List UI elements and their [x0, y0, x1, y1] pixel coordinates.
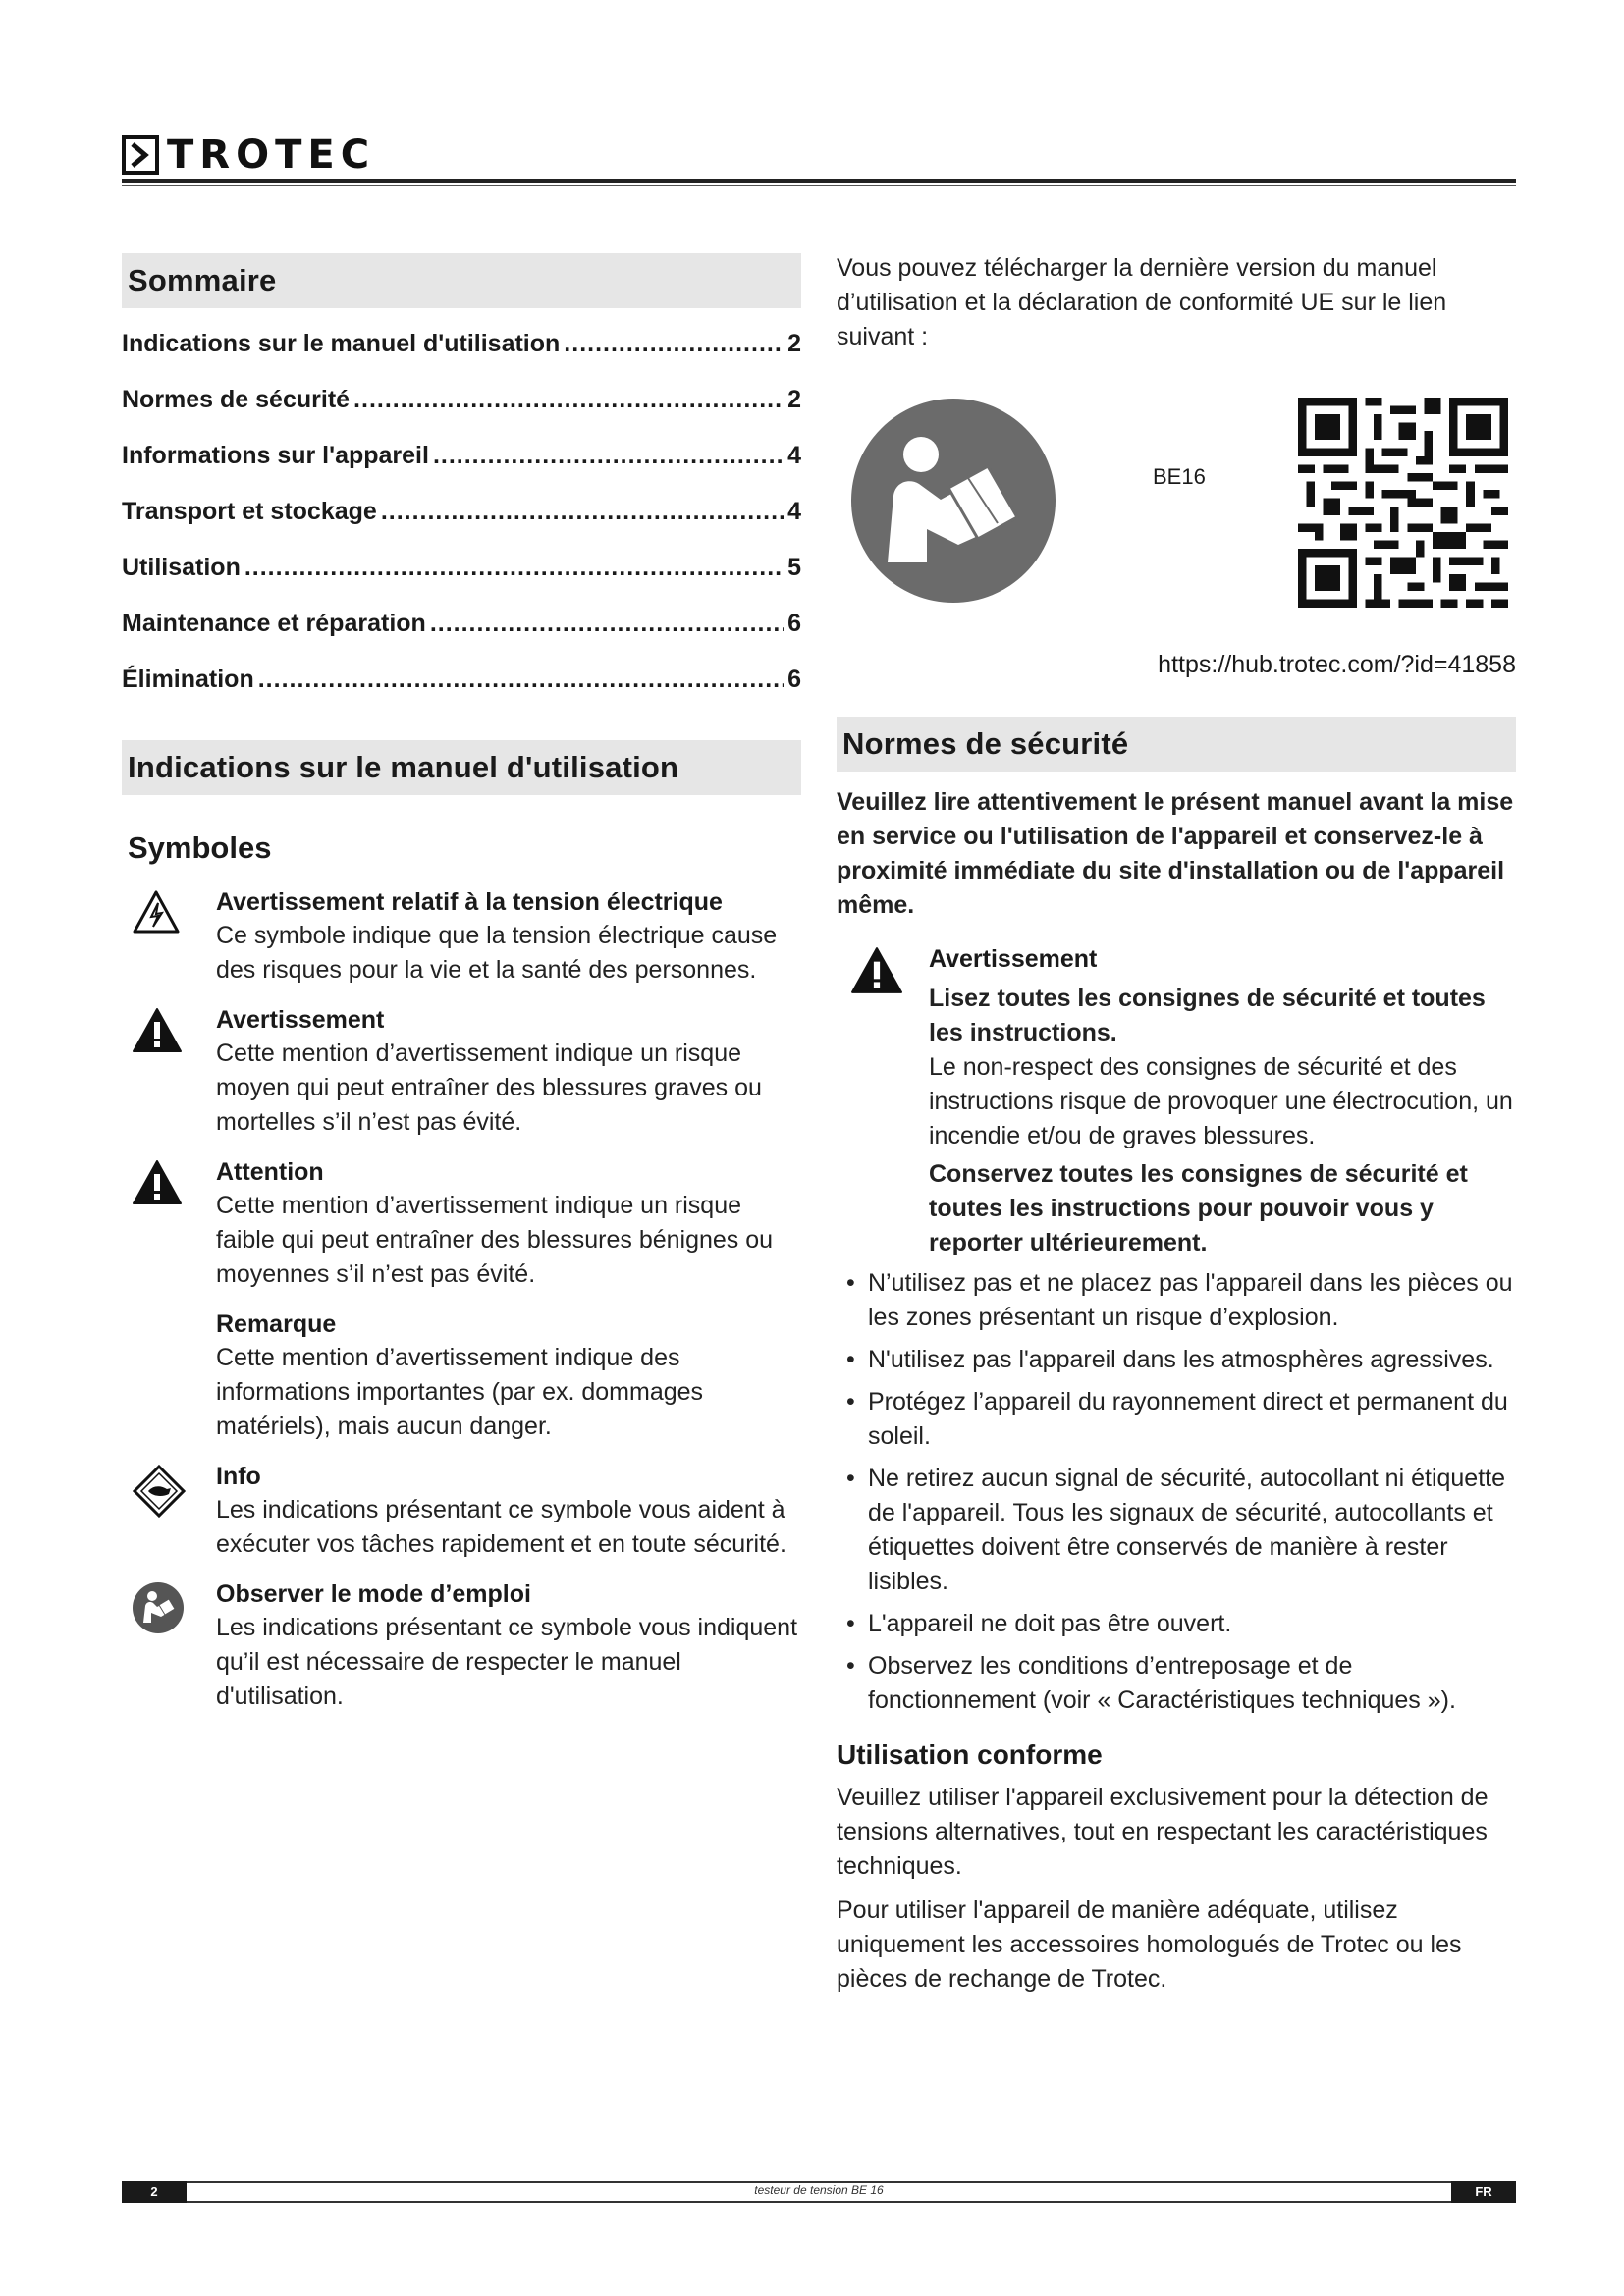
toc-item-label: Informations sur l'appareil	[122, 442, 429, 469]
toc-item-page: 2	[787, 386, 801, 413]
download-block	[837, 376, 1516, 641]
warning-icon	[837, 942, 929, 1260]
symbol-title: Remarque	[216, 1310, 337, 1338]
safety-warning-block	[837, 942, 1516, 1260]
electric-warning-icon	[122, 885, 216, 988]
toc-item[interactable]	[122, 442, 801, 477]
symbol-title: Observer le mode d’emploi	[216, 1580, 531, 1608]
toc-item-page: 2	[787, 330, 801, 357]
symbol-title: Avertissement	[216, 1006, 385, 1034]
toc-item-label: Normes de sécurité	[122, 386, 351, 413]
toc-item[interactable]	[122, 498, 801, 533]
toc-item[interactable]	[122, 386, 801, 421]
toc-title: Sommaire	[122, 253, 801, 308]
toc-leader	[433, 442, 784, 470]
intended-use-p1: Veuillez utiliser l'appareil exclusivement pour la détection de tensions alternatives, tout en respectant les caractéristiques techniques.	[837, 1784, 1489, 1880]
toc-leader	[353, 386, 784, 414]
symbol-text: Les indications présentant ce symbole vous indiquent qu’il est nécessaire de respecter le manuel d'utilisation.	[216, 1614, 798, 1710]
toc-item-page: 4	[787, 498, 801, 525]
toc-leader	[381, 498, 784, 526]
warning-bold-2: Conservez toutes les consignes de sécurité et toutes les instructions pour pouvoir vous y reporter ultérieurement.	[929, 1160, 1468, 1256]
toc-leader	[564, 330, 784, 358]
read-manual-icon	[850, 398, 1056, 609]
toc-item-label: Transport et stockage	[122, 498, 377, 525]
download-text: Vous pouvez télécharger la dernière version du manuel d’utilisation et la déclaration de conformité UE sur le lien suivant :	[837, 254, 1447, 350]
toc-item-label: Indications sur le manuel d'utilisation	[122, 330, 561, 357]
warning-icon	[122, 1003, 216, 1140]
symbol-item	[122, 1155, 801, 1292]
left-column	[122, 253, 801, 1730]
list-item: • N'utilisez pas l'appareil dans les atmosphères agressives.	[837, 1343, 1516, 1377]
language-badge: FR	[1451, 2181, 1516, 2203]
brand-logo	[122, 133, 375, 177]
footer-title: testeur de tension BE 16	[754, 2183, 884, 2197]
list-item: • N’utilisez pas et ne placez pas l'appareil dans les pièces ou les zones présentant un risque d’explosion.	[837, 1266, 1516, 1335]
read-manual-icon	[122, 1577, 216, 1714]
download-link[interactable]: https://hub.trotec.com/?id=41858	[1158, 651, 1516, 678]
symbol-text: Cette mention d’avertissement indique des informations importantes (par ex. dommages matériels), mais aucun danger.	[216, 1344, 704, 1440]
info-icon	[122, 1460, 216, 1562]
toc-leader	[244, 554, 784, 582]
header-divider-thin	[122, 185, 1516, 186]
warning-title: Avertissement	[929, 945, 1098, 973]
symbol-text: Cette mention d’avertissement indique un risque faible qui peut entraîner des blessures bénignes ou moyennes s’il n’est pas évité.	[216, 1192, 774, 1288]
toc-leader	[258, 666, 784, 694]
footer	[122, 2181, 1516, 2201]
symbol-item	[122, 1577, 801, 1714]
symbol-item	[122, 1308, 801, 1444]
toc-item-label: Utilisation	[122, 554, 241, 581]
symbol-text: Ce symbole indique que la tension électrique cause des risques pour la vie et la santé des personnes.	[216, 922, 778, 984]
intended-use-heading: Utilisation conforme	[837, 1739, 1103, 1770]
symbol-item	[122, 1460, 801, 1562]
manual-section-title: Indications sur le manuel d'utilisation	[122, 740, 801, 795]
safety-intro: Veuillez lire attentivement le présent manuel avant la mise en service ou l'utilisation de l'appareil et conservez-le à proximité immédiate du site d'installation ou de l'appareil même.	[837, 788, 1514, 919]
page-number: 2	[122, 2181, 187, 2203]
toc-item[interactable]	[122, 554, 801, 589]
list-item: • L'appareil ne doit pas être ouvert.	[837, 1607, 1516, 1641]
toc-item-label: Maintenance et réparation	[122, 610, 426, 637]
symbol-text: Cette mention d’avertissement indique un risque moyen qui peut entraîner des blessures graves ou mortelles s’il n’est pas évité.	[216, 1040, 762, 1136]
toc-item-page: 6	[787, 666, 801, 693]
symbol-text: Les indications présentant ce symbole vous aident à exécuter vos tâches rapidement et en toute sécurité.	[216, 1496, 786, 1558]
symbol-item	[122, 1003, 801, 1140]
model-label: BE16	[1153, 464, 1206, 489]
toc-item[interactable]	[122, 666, 801, 701]
symbol-item	[122, 885, 801, 988]
logo-chevron-icon	[122, 135, 159, 175]
caution-icon	[122, 1155, 216, 1292]
toc-item-page: 5	[787, 554, 801, 581]
toc-item-page: 4	[787, 442, 801, 469]
intended-use-p2: Pour utiliser l'appareil de manière adéquate, utilisez uniquement les accessoires homologués de Trotec ou les pièces de rechange de Trotec.	[837, 1896, 1462, 1993]
toc-leader	[430, 610, 784, 638]
safety-section-title: Normes de sécurité	[837, 717, 1516, 772]
header	[122, 128, 1516, 187]
symbol-title: Attention	[216, 1158, 324, 1186]
list-item: • Observez les conditions d’entreposage et de fonctionnement (voir « Caractéristiques techniques »).	[837, 1649, 1516, 1718]
symbols-heading: Symboles	[128, 830, 272, 865]
list-item: • Protégez l’appareil du rayonnement direct et permanent du soleil.	[837, 1385, 1516, 1454]
right-column	[837, 251, 1516, 1997]
toc-item[interactable]	[122, 330, 801, 365]
toc-item[interactable]	[122, 610, 801, 645]
toc-item-label: Élimination	[122, 666, 254, 693]
warning-text: Le non-respect des consignes de sécurité et des instructions risque de provoquer une électrocution, un incendie et/ou de graves blessures.	[929, 1053, 1513, 1149]
safety-bullets	[837, 1266, 1516, 1718]
header-divider	[122, 179, 1516, 183]
warning-bold-1: Lisez toutes les consignes de sécurité et toutes les instructions.	[929, 985, 1486, 1046]
symbol-title: Avertissement relatif à la tension électrique	[216, 888, 723, 916]
toc-list	[122, 330, 801, 701]
qr-code[interactable]	[1298, 398, 1508, 613]
symbol-title: Info	[216, 1463, 261, 1490]
brand-name: TROTEC	[167, 133, 376, 178]
list-item: • Ne retirez aucun signal de sécurité, autocollant ni étiquette de l'appareil. Tous les signaux de sécurité, autocollants et étiquettes doivent être conservés de manière à rester lisibles.	[837, 1462, 1516, 1599]
toc-item-page: 6	[787, 610, 801, 637]
